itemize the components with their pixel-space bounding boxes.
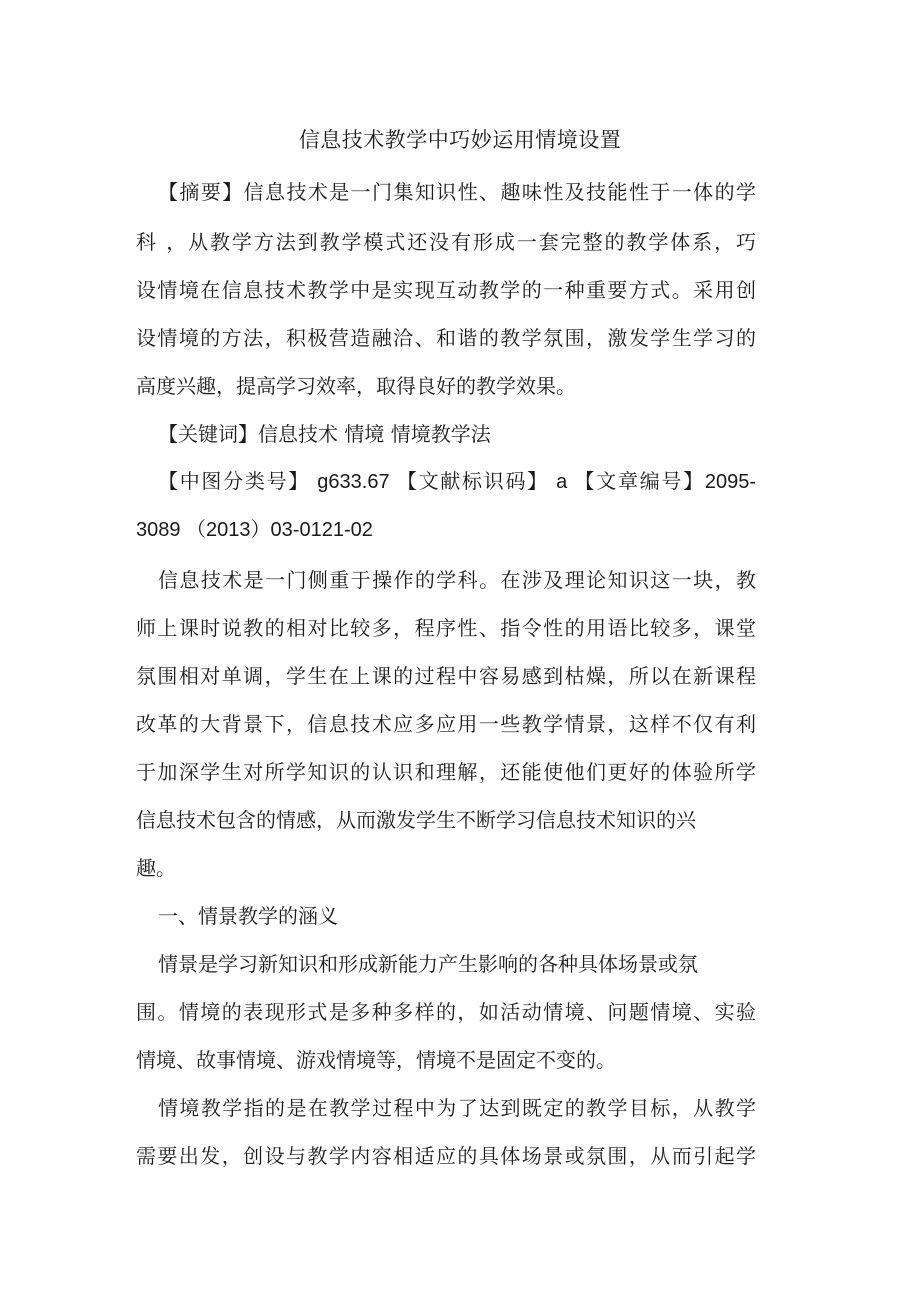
intro-line-6: 信息技术包含的情感，从而激发学生不断学习信息技术知识的兴	[136, 808, 696, 832]
section1-p2-line-1: 情境教学指的是在教学过程中为了达到既定的教学目标，从教学	[158, 1096, 756, 1120]
abstract-line-4: 设情境的方法，积极营造融洽、和谐的教学氛围，激发学生学习的	[136, 326, 756, 350]
abstract-line-3: 设情境在信息技术教学中是实现互动教学的一种重要方式。采用创	[136, 278, 756, 302]
section1-p1-line-1: 情景是学习新知识和形成新能力产生影响的各种具体场景或氛	[158, 952, 698, 976]
intro-line-3: 氛围相对单调，学生在上课的过程中容易感到枯燥，所以在新课程	[136, 664, 756, 688]
intro-line-7: 趣。	[136, 856, 176, 880]
classification-line-2: 3089 （2013）03-0121-02	[136, 519, 373, 541]
abstract-line-5: 高度兴趣，提高学习效率，取得良好的教学效果。	[136, 374, 576, 398]
section-heading: 一、情景教学的涵义	[158, 904, 338, 928]
keywords-line: 【关键词】信息技术 情境 情境教学法	[158, 422, 491, 446]
intro-line-2: 师上课时说教的相对比较多，程序性、指令性的用语比较多，课堂	[136, 616, 756, 640]
section1-p1-line-3: 情境、故事情境、游戏情境等，情境不是固定不变的。	[136, 1048, 616, 1072]
abstract-line-2: 科 ，从教学方法到教学模式还没有形成一套完整的教学体系，巧	[136, 230, 756, 254]
classification-line-1: 【中图分类号】 g633.67 【文献标识码】 a 【文章编号】2095-	[158, 471, 756, 493]
intro-line-4: 改革的大背景下，信息技术应多应用一些教学情景，这样不仅有利	[136, 712, 756, 736]
page-title: 信息技术教学中巧妙运用情境设置	[298, 128, 622, 152]
section1-p1-line-2: 围。情境的表现形式是多种多样的，如活动情境、问题情境、实验	[136, 1000, 756, 1024]
abstract-line-1: 【摘要】信息技术是一门集知识性、趣味性及技能性于一体的学	[158, 180, 756, 204]
intro-line-1: 信息技术是一门侧重于操作的学科。在涉及理论知识这一块，教	[158, 568, 756, 592]
intro-line-5: 于加深学生对所学知识的认识和理解，还能使他们更好的体验所学	[136, 760, 756, 784]
section1-p2-line-2: 需要出发，创设与教学内容相适应的具体场景或氛围，从而引起学	[136, 1144, 756, 1168]
